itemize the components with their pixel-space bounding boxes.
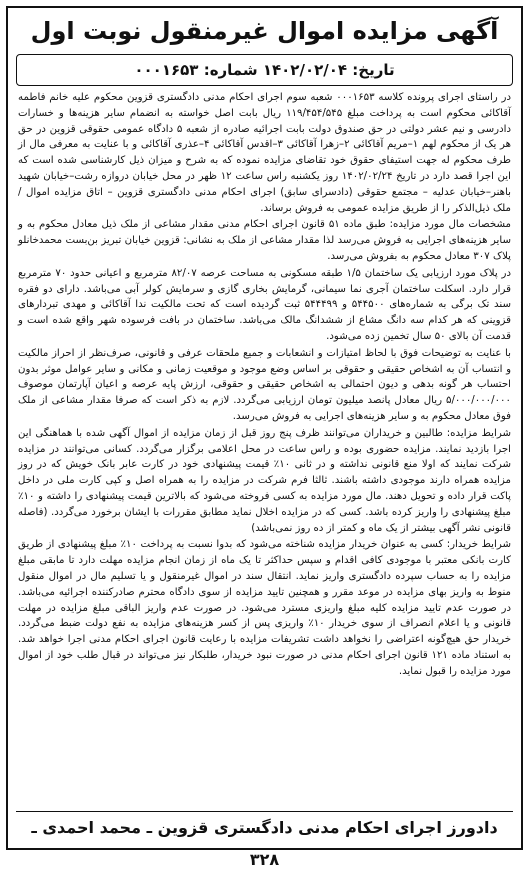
notice-signature: دادورز اجرای احکام مدنی دادگستری قزوین ـ محمد احمدی ـ ۳۲۸ xyxy=(16,811,513,842)
notice-body xyxy=(18,90,511,680)
paragraph-property-spec: مشخصات مال مورد مزایده: طبق ماده ۵۱ قانون اجرای احکام مدنی مقدار مشاعی از ملک ذیل معادل محکوم به و سایر هزینه‌های اجرایی به فروش می‌رسد لذا مقدار مشاعی از ملک به نشانی: قزوین خیابان تبریز بن‌بست محمدخانلو پلاک ۳۰۷ معادل محکوم به بفروش می‌رسد. xyxy=(18,219,511,262)
paragraph-intro: در راستای اجرای پرونده کلاسه ۰۰۰۱۶۵۳ شعبه سوم اجرای احکام مدنی دادگستری قزوین محکوم علیه خانم فاطمه آقاکائی محکوم است به پرداخت مبلغ ۱۱۹/۴۵۴/۵۴۵ ریال بابت اصل خواسته به انضمام سایر هزینه‌ها و خسارات دادرسی و نیم عشر دولتی در حق صندوق دولت بابت اجرائیه صادره از شعبه ۵ دادگاه عمومی حقوقی قزوین در حق هر یک از محکوم لهم ۱–مریم آقاکائی ۲–زهرا آقاکائی ۳–اقدس آقاکائی ۴–عذری آقاکائی و با عنایت به معرفی مال از طرف محکوم له جهت استیفای حقوق خود تقاضای مزایده نموده که به شرح و میزان ذیل کارشناسی شده است که این اجرا قصد دارد در تاریخ ۱۴۰۲/۰۲/۲۴ روز یکشنبه راس ساعت ۱۲ ظهر در محل خیابان دروازه رشت–خیابان شهید باهنر–خیابان عدلیه – مجتمع حقوقی (دادسرای سابق) اجرای احکام مدنی دادگستری قزوین – اتاق مزایده اموال / ملک ذیل‌الذکر را از طریق مزایده عمومی به فروش برساند. xyxy=(18,92,511,214)
paragraph-property-description: در پلاک مورد ارزیابی یک ساختمان ۱/۵ طبقه مسکونی به مساحت عرصه ۸۲/۰۷ مترمربع و اعیانی حدود ۷۰ مترمربع قرار دارد. اسکلت ساختمان آجری نما سیمانی، گرمایش بخاری گازی و سرمایش کولر آبی می‌باشد. دارای دو فقره سند تک برگی به شماره‌های ۵۴۴۵۰۰ و ۵۴۴۴۹۹ ثبت گردیده است که تحت مالکیت ندا آقاکائی و مهدی تبردارهای قزوینی که هر کدام سه دانگ مشاع از ششدانگ مالک می‌باشد. ساختمان در بافت فرسوده شهر واقع شده است و قدمت آن بالای ۵۰ سال تخمین زده می‌شود. xyxy=(18,267,511,342)
date-number-line: تاریخ: ۱۴۰۲/۰۲/۰۴ شماره: ۰۰۰۱۶۵۳ xyxy=(16,54,513,86)
paragraph-valuation: با عنایت به توضیحات فوق با لحاظ امتیازات و انشعابات و جمیع ملحقات عرفی و قانونی، صرف‌نظر از احراز مالکیت و انتساب آن به اشخاص حقیقی و حقوقی بر اساس وضع موجود و موقعیت زمانی و مکانی و سایر عوامل موثر بدون احتساب هر گونه بدهی و دیون احتمالی به اشخاص حقیقی و حقوقی، ارزش پایه عرصه و اعیان آپارتمان موصوف ۵/۰۰۰/۰۰۰/۰۰۰ ریال معادل پانصد میلیون تومان ارزیابی می‌گردد. لازم به ذکر است که صرفا مقدار مشاعی از ملک فوق معادل محکوم به و سایر هزینه‌های اجرایی به فروش می‌رسد. xyxy=(18,347,511,422)
notice-title: آگهی مزایده اموال غیرمنقول نوبت اول xyxy=(30,17,499,45)
paragraph-auction-terms: شرایط مزایده: طالبین و خریداران می‌توانند ظرف پنج روز قبل از زمان مزایده از اموال آگهی شده با هماهنگی این اجرا بازدید نمایند. مزایده حضوری بوده و راس ساعت در محل اعلامی برگزار می‌گردد. کسانی می‌توانند در مزایده شرکت نمایند که اولا منع قانونی نداشته و در ثانی ۱۰٪ قیمت پیشنهادی خود در کارت عابر بانک خویش که در روز مزایده همراه دارند موجودی داشته باشند. ثالثا فرم شرکت در مزایده را به همراه اصل و کپی کارت ملی در داخل پاکت قرار داده و تحویل دهند. مال مورد مزایده به کسی فروخته می‌شود که بالاترین قیمت پیشنهادی را داشته و ۱۰٪ مبلغ پیشنهادی را واریز کرده باشد. کسی که در مزایده اخلال نماید مطابق مقررات با ایشان برخورد می‌گردد. (فاصله قانونی نشر آگهی بیشتر از یک ماه و کمتر از ده روز نمی‌باشد) xyxy=(18,427,511,534)
paragraph-buyer-terms: شرایط خریدار: کسی به عنوان خریدار مزایده شناخته می‌شود که بدوا نسبت به پرداخت ۱۰٪ مبلغ پیشنهادی از طریق کارت بانکی معتبر با موجودی کافی اقدام و سپس حداکثر تا یک ماه از زمان انجام مزایده مهلت دارد تا مابقی مبلغ مزایده را به حساب سپرده دادگستری واریز نماید. انتقال سند در اموال غیرمنقول و یا تسلیم مال در اموال منقول منوط به واریز بهای مزایده در موعد مقرر و همچنین تایید مزایده از سوی دادگاه محترم صادرکننده اجرائیه می‌باشد. در صورت عدم تایید مزایده کلیه مبلغ واریزی مسترد می‌شود. در صورت عدم واریز الباقی مبلغ مزایده در مهلت قانونی و یا اعلام انصراف از سوی خریدار ۱۰٪ واریزی پس از کسر هزینه‌های مزایده به نفع دولت ضبط می‌گردد. خریدار حق هیچ‌گونه اعتراضی را نخواهد داشت تشریفات مزایده با رعایت قانون اجرای احکام مدنی اجرا خواهد شد. به استناد ماده ۱۲۱ قانون اجرای احکام مدنی در صورت نبود خریدار، طلبکار نیز می‌تواند در قبال طلب خود از اموال مورد مزایده را قبول نماید. xyxy=(18,539,512,677)
notice-frame xyxy=(6,6,523,869)
